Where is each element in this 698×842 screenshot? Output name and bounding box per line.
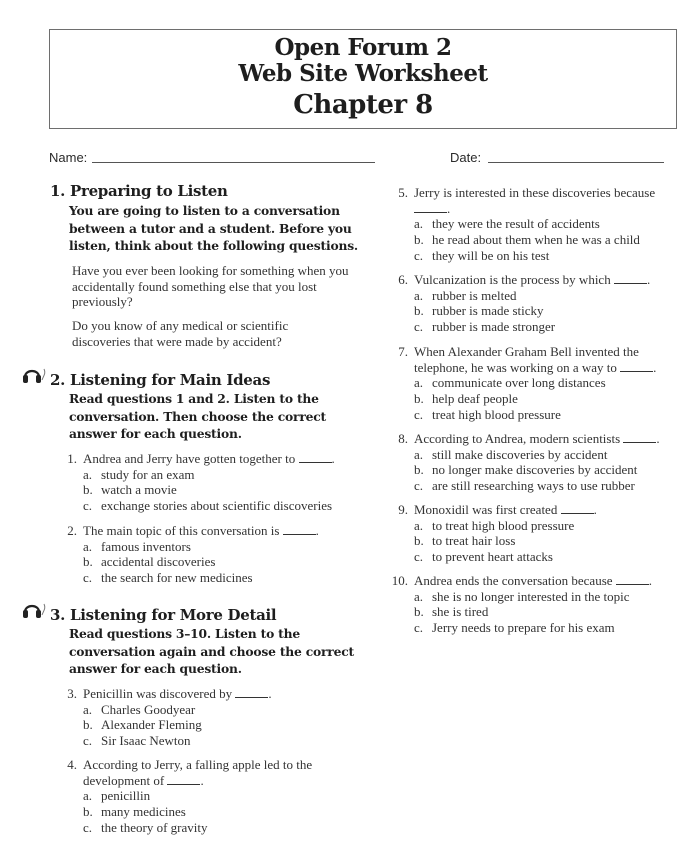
question-number: 6. (398, 272, 408, 287)
question-2 (59, 523, 359, 586)
question-number: 3. (67, 686, 77, 701)
name-field[interactable] (92, 162, 375, 163)
answer-blank[interactable] (561, 504, 594, 514)
option-text: communicate over long distances (432, 375, 606, 391)
answer-option[interactable] (83, 717, 359, 733)
option-letter: a. (83, 788, 93, 804)
option-letter: a. (83, 538, 93, 554)
headphones-icon (22, 600, 48, 620)
question-stem (414, 502, 680, 518)
option-letter: b. (414, 391, 424, 407)
option-text: they were the result of accidents (432, 216, 600, 232)
option-text: penicillin (101, 788, 151, 804)
option-text: no longer make discoveries by accident (432, 462, 638, 478)
headphones-icon (22, 365, 48, 385)
option-letter: c. (414, 247, 424, 263)
question-end: . (646, 272, 651, 287)
answer-option[interactable] (83, 733, 359, 749)
answer-blank[interactable] (235, 688, 268, 698)
answer-option[interactable] (83, 482, 359, 498)
question-end: . (653, 359, 657, 375)
option-text: rubber is made stronger (432, 319, 556, 335)
option-letter: a. (83, 466, 93, 482)
question-stem (414, 344, 660, 375)
question-text: When Alexander Graham Bell invented the telephone, he was working on a way to (414, 344, 639, 375)
question-end: . (268, 686, 272, 701)
date-label: Date: (450, 150, 482, 165)
question-6 (390, 272, 680, 335)
option-text: she is no longer interested in the topic (432, 588, 630, 604)
answer-option[interactable] (83, 570, 359, 586)
question-stem (83, 686, 359, 702)
answer-blank[interactable] (620, 362, 653, 372)
option-letter: c. (83, 733, 93, 749)
option-letter: a. (414, 517, 424, 533)
name-label: Name: (49, 150, 88, 165)
section-1-question-1: Have you ever been looking for something when you accidentally found something else that you lost previously? (72, 263, 349, 309)
section-1-question-2: Do you know of any medical or scientific discoveries that were made by accident? (72, 318, 289, 349)
question-stem (83, 451, 359, 467)
question-number: 7. (398, 344, 408, 359)
question-text: Monoxidil was first created (414, 502, 558, 517)
question-end: . (656, 431, 660, 446)
question-text: Andrea and Jerry have gotten together to (83, 451, 296, 466)
question-text: According to Jerry, a falling apple led to the development of (83, 757, 313, 788)
question-8 (390, 431, 680, 494)
question-5 (390, 185, 680, 264)
book-title: Open Forum 2 (274, 34, 452, 61)
question-stem (414, 573, 680, 589)
question-text: Andrea ends the conversation because (414, 573, 613, 588)
option-text: treat high blood pressure (432, 406, 561, 422)
answer-option[interactable] (414, 303, 680, 319)
option-text: accidental discoveries (101, 554, 216, 570)
option-text: to treat high blood pressure (432, 517, 575, 533)
option-letter: b. (414, 303, 424, 319)
question-end: . (648, 573, 653, 588)
option-letter: b. (83, 554, 93, 570)
question-text: According to Andrea, modern scientists (414, 431, 621, 446)
option-text: Charles Goodyear (101, 701, 196, 717)
option-text: she is tired (432, 604, 489, 620)
answer-option[interactable] (83, 702, 359, 718)
answer-blank[interactable] (623, 433, 656, 443)
option-letter: a. (414, 375, 424, 391)
option-letter: c. (83, 570, 93, 586)
option-letter: b. (83, 804, 93, 820)
option-text: Alexander Fleming (101, 717, 202, 733)
question-text: Jerry is interested in these discoveries because (414, 185, 656, 200)
answer-option[interactable] (414, 462, 680, 478)
option-letter: c. (414, 478, 424, 494)
option-text: the search for new medicines (101, 570, 253, 586)
question-end: . (315, 523, 319, 538)
answer-option[interactable] (83, 467, 359, 483)
answer-option[interactable] (83, 804, 329, 820)
worksheet-title: Web Site Worksheet (238, 60, 488, 87)
question-end: . (331, 451, 335, 466)
answer-option[interactable] (414, 604, 680, 620)
question-stem (83, 523, 359, 539)
question-stem (414, 431, 680, 447)
question-stem (414, 185, 680, 216)
answer-option[interactable] (414, 533, 680, 549)
answer-option[interactable] (414, 288, 680, 304)
option-letter: a. (414, 446, 424, 462)
option-letter: a. (414, 588, 424, 604)
option-text: exchange stories about scientific discoveries (101, 498, 333, 514)
question-end: . (447, 200, 451, 216)
option-text: to prevent heart attacks (432, 549, 553, 565)
option-text: the theory of gravity (101, 819, 208, 835)
section-2-heading: 2. Listening for Main Ideas (50, 371, 271, 389)
option-text: Sir Isaac Newton (101, 733, 191, 749)
question-stem (83, 757, 329, 788)
answer-option[interactable] (414, 589, 680, 605)
question-9 (390, 502, 680, 565)
option-letter: b. (414, 533, 424, 549)
question-10 (390, 573, 680, 636)
question-number: 4. (67, 757, 77, 772)
option-letter: b. (414, 604, 424, 620)
answer-option[interactable] (83, 539, 359, 555)
option-letter: b. (83, 717, 93, 733)
answer-option[interactable] (414, 447, 680, 463)
question-number: 2. (67, 523, 77, 538)
option-text: watch a movie (101, 482, 177, 498)
question-7 (390, 344, 660, 423)
section-1-heading: 1. Preparing to Listen (50, 182, 228, 200)
option-letter: c. (83, 498, 93, 514)
answer-option[interactable] (414, 549, 680, 565)
chapter-title: Chapter 8 (293, 90, 433, 120)
answer-blank[interactable] (283, 525, 316, 535)
question-number: 9. (398, 502, 408, 517)
section-3-instructions: Read questions 3–10. Listen to the conversation again and choose the correct answer for each question. (69, 626, 354, 676)
question-number: 5. (398, 185, 408, 200)
answer-option[interactable] (83, 498, 359, 514)
answer-option[interactable] (414, 407, 660, 423)
answer-blank[interactable] (614, 274, 647, 284)
section-1-instructions: You are going to listen to a conversation between a tutor and a student. Before you listen, think about the following questions. (69, 203, 358, 253)
answer-blank[interactable] (167, 775, 200, 785)
option-letter: c. (414, 549, 424, 565)
answer-option[interactable] (414, 248, 680, 264)
option-text: many medicines (101, 804, 186, 820)
option-letter: b. (414, 462, 424, 478)
question-3 (59, 686, 359, 749)
question-text: Penicillin was discovered by (83, 686, 233, 701)
answer-option[interactable] (414, 620, 680, 636)
option-text: still make discoveries by accident (432, 446, 608, 462)
section-3-heading: 3. Listening for More Detail (50, 606, 277, 624)
answer-option[interactable] (414, 232, 680, 248)
option-text: they will be on his test (432, 247, 550, 263)
option-letter: c. (414, 319, 424, 335)
option-text: study for an exam (101, 466, 195, 482)
question-number: 8. (398, 431, 408, 446)
answer-option[interactable] (83, 554, 359, 570)
section-2-instructions: Read questions 1 and 2. Listen to the conversation. Then choose the correct answer for each question. (69, 391, 326, 441)
worksheet-title-box (49, 29, 677, 129)
answer-option[interactable] (414, 375, 660, 391)
option-letter: a. (414, 216, 424, 232)
option-text: to treat hair loss (432, 533, 516, 549)
question-text: Vulcanization is the process by which (414, 272, 611, 287)
answer-option[interactable] (414, 319, 680, 335)
answer-blank[interactable] (414, 203, 447, 213)
answer-option[interactable] (414, 391, 660, 407)
option-text: famous inventors (101, 538, 191, 554)
option-text: rubber is made sticky (432, 303, 544, 319)
question-stem (414, 272, 680, 288)
option-text: he read about them when he was a child (432, 232, 640, 248)
option-letter: a. (83, 701, 93, 717)
option-letter: b. (414, 232, 424, 248)
option-text: are still researching ways to use rubber (432, 478, 635, 494)
answer-blank[interactable] (616, 575, 649, 585)
question-text: The main topic of this conversation is (83, 523, 280, 538)
question-4 (59, 757, 329, 836)
answer-option[interactable] (414, 478, 680, 494)
answer-option[interactable] (414, 518, 680, 534)
answer-blank[interactable] (299, 453, 332, 463)
date-field[interactable] (488, 162, 664, 163)
question-1 (59, 451, 359, 514)
question-number: 1. (67, 451, 77, 466)
option-text: help deaf people (432, 391, 518, 407)
option-text: Jerry needs to prepare for his exam (432, 620, 615, 636)
option-letter: c. (414, 620, 424, 636)
option-letter: b. (83, 482, 93, 498)
option-letter: c. (83, 819, 93, 835)
question-end: . (593, 502, 597, 517)
option-letter: a. (414, 287, 424, 303)
answer-option[interactable] (414, 216, 680, 232)
answer-option[interactable] (83, 788, 329, 804)
answer-option[interactable] (83, 820, 329, 836)
question-number: 10. (391, 573, 408, 588)
option-text: rubber is melted (432, 287, 517, 303)
option-letter: c. (414, 406, 424, 422)
question-end: . (200, 772, 204, 788)
